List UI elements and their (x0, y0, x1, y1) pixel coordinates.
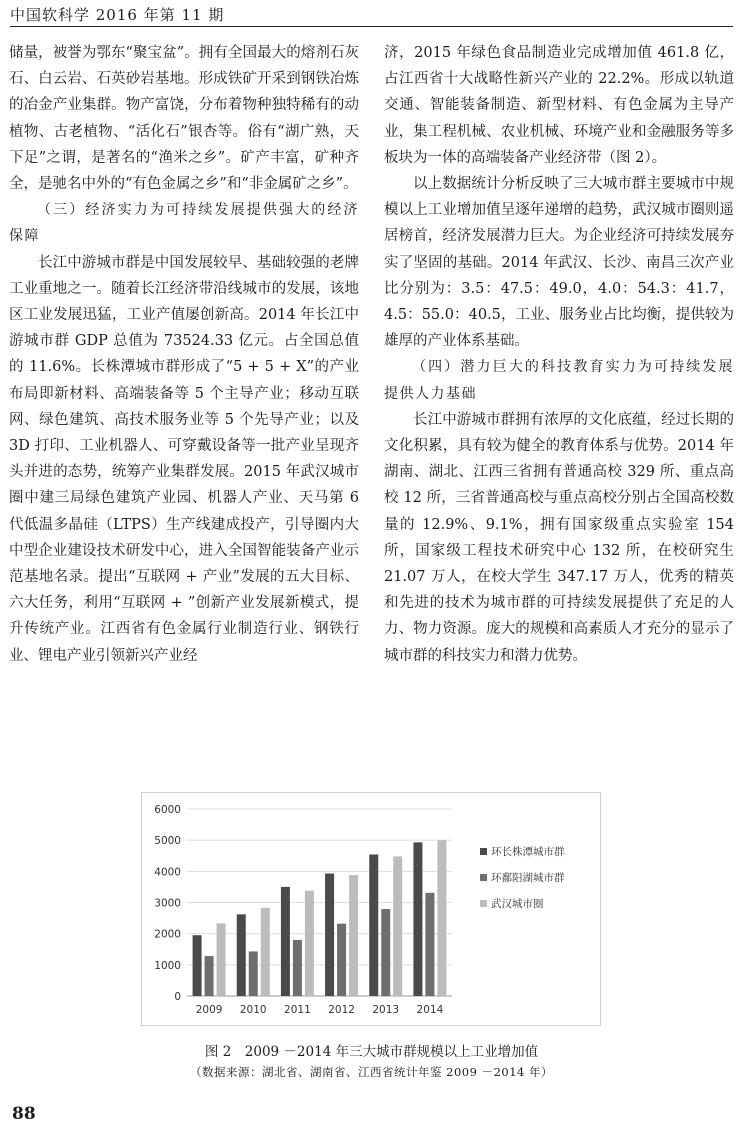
x-tick-label: 2011 (284, 1004, 311, 1016)
paragraph: 储量，被誉为鄂东“聚宝盆”。拥有全国最大的熔剂石灰石、白云岩、石英砂岩基地。形成铁矿开采到钢铁冶炼的冶金产业集群。物产富饶，分布着物种独特稀有的动植物、古老植物、“活化石”银杏等。俗有“湖广熟，天下足”之谓，是著名的“渔米之乡”。矿产丰富，矿种齐全，是驰名中外的“有色金属之乡”和“非金属矿之乡”。 (9, 45, 359, 193)
bar (205, 956, 214, 996)
page-number: 88 (12, 1104, 36, 1124)
paragraph: 济，2015 年绿色食品制造业完成增加值 461.8 亿，占江西省十大战略性新兴产业的 22.2%。形成以轨道交通、智能装备制造、新型材料、有色金属为主导产业，集工程机械、农业机械、环境产业和金融服务等多板块为一体的高端装备产业经济带（图 2）。 (384, 45, 734, 166)
bar (349, 875, 358, 996)
bar (293, 940, 302, 996)
x-tick-label: 2009 (195, 1004, 223, 1016)
bar (381, 909, 390, 996)
bar (249, 951, 258, 996)
bar (325, 874, 334, 996)
subsection-heading: （三）经济实力为可持续发展提供强大的经济保障 (9, 202, 359, 245)
legend-swatch (480, 848, 487, 855)
grid-lines (187, 809, 452, 996)
bars (193, 840, 447, 996)
bar (337, 924, 346, 996)
legend-swatch (480, 874, 487, 881)
y-tick-label: 1000 (154, 959, 181, 972)
right-column (384, 40, 734, 669)
bar (305, 891, 314, 996)
bar-chart (142, 793, 600, 1025)
paragraph: 长江中游城市群拥有浓厚的文化底蕴，经过长期的文化积累，具有较为健全的教育体系与优势。2014 年湖南、湖北、江西三省拥有普通高校 329 所、重点高校 12 所，三省普通高校与重点高校分别占全国高校数量的 12.9%、9.1%，拥有国家级重点实验室 154 所，国家级工程技术研究中心 132 所，在校研究生 21.07 万人，在校大学生 347.17 万人，优秀的精英和先进的技术为城市群的可持续发展提供了充足的人力、物力资源。庞大的规模和高素质人才充分的显示了城市群的科技实力和潜力优势。 (384, 411, 734, 664)
legend-label: 环鄱阳湖城市群 (491, 872, 565, 884)
header-rule (10, 26, 733, 27)
x-tick-label: 2014 (416, 1004, 444, 1016)
running-header: 中国软科学 2016 年第 11 期 (10, 6, 225, 24)
y-tick-label: 3000 (154, 897, 181, 910)
figure-source-note: （数据来源：湖北省、湖南省、江西省统计年鉴 2009 －2014 年） (190, 1065, 553, 1079)
bar (393, 856, 402, 996)
bar (413, 842, 422, 996)
subsection-heading: （四）潜力巨大的科技教育实力为可持续发展提供人力基础 (384, 359, 734, 402)
y-tick-label: 5000 (154, 835, 181, 848)
y-tick-label: 0 (174, 991, 181, 1003)
bar (437, 840, 446, 996)
y-tick-label: 2000 (154, 928, 181, 941)
y-tick-label: 4000 (154, 866, 181, 879)
bar (217, 923, 226, 996)
y-tick-label: 6000 (154, 804, 181, 816)
x-tick-label: 2012 (328, 1004, 355, 1016)
legend-swatch (480, 900, 487, 907)
x-tick-label: 2013 (372, 1004, 400, 1016)
bar (281, 887, 290, 996)
left-column (9, 40, 359, 669)
bar (425, 893, 434, 996)
bar (261, 908, 270, 996)
bar (369, 855, 378, 996)
legend (480, 845, 565, 910)
paragraph: 以上数据统计分析反映了三大城市群主要城市中规模以上工业增加值呈逐年递增的趋势，武汉城市圈则遥居榜首，经济发展潜力巨大。为企业经济可持续发展夯实了坚固的基础。2014 年武汉、长沙、南昌三次产业比分别为：3.5：47.5：49.0，4.0：54.3：41.7，4.5：55.0：40.5，工业、服务业占比均衡，提供较为雄厚的产业体系基础。 (384, 176, 734, 350)
legend-label: 武汉城市圈 (491, 898, 544, 910)
figure-2-chart (141, 792, 601, 1026)
bar (193, 935, 202, 996)
paragraph: 长江中游城市群是中国发展较早、基础较强的老牌工业重地之一。随着长江经济带沿线城市的发展，该地区工业发展迅猛，工业产值屡创新高。2014 年长江中游城市群 GDP 总值为 73524.33 亿元。占全国总值的 11.6%。长株潭城市群形成了“5 + 5 + X”的产业布局即新材料、高端装备等 5 个主导产业；移动互联网、绿色建筑、高技术服务业等 5 个先导产业；以及 3D 打印、工业机器人、可穿戴设备等一批产业呈现齐头并进的态势，统筹产业集群发展。2015 年武汉城市圈中建三局绿色建筑产业园、机器人产业、天马第 6 代低温多晶硅（LTPS）生产线建成投产，引导圈内大中型企业建设技术研发中心，进入全国智能装备产业示范基地名录。提出“互联网 + 产业”发展的五大目标、六大任务，利用“互联网 + ”创新产业发展新模式，提升传统产业。江西省有色金属行业制造行业、钢铁行业、锂电产业引领新兴产业经 (9, 254, 359, 664)
x-tick-label: 2010 (239, 1004, 267, 1016)
figure-caption: 图 2 2009 －2014 年三大城市群规模以上工业增加值 (204, 1044, 539, 1060)
bar (237, 914, 246, 996)
legend-label: 环长株潭城市群 (491, 846, 565, 858)
